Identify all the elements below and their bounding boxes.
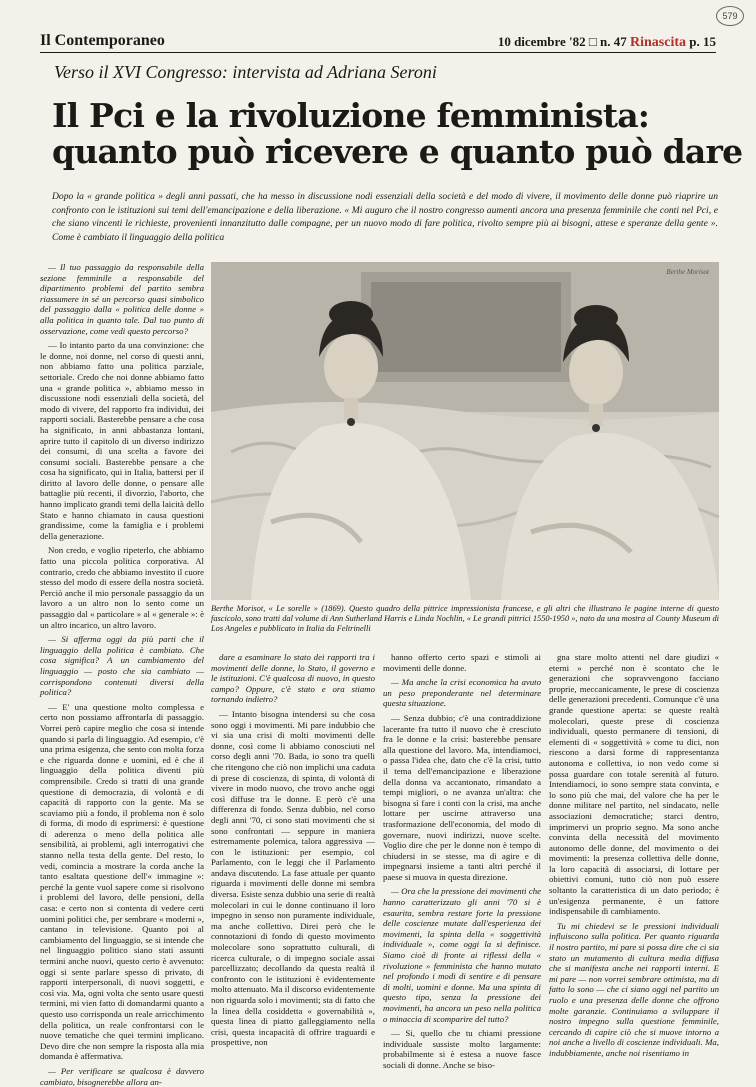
paragraph: — Si, quello che tu chiami pressione individuale sussiste molto largamente: probabilmente si è estesa a nuove fasce sociali di donne. Anche se biso- (383, 1028, 541, 1070)
page-number: p. 15 (689, 34, 716, 49)
image-caption: Berthe Morisot, « Le sorelle » (1869). Questo quadro della pittrice impressionista francese, e gli altri che illustrano le pagine interne di questo fascicolo, sono tratti dal volume di Ann Sutherland Harris e Linda Nochlin, « Le grandi pittrici 1550-1950 », nato da una mostra al County Museum di Los Angeles e pubblicato in Italia da Feltrinelli (211, 604, 719, 634)
paragraph: — Ma anche la crisi economica ha avuto un peso preponderante nel determinare questa situazione. (383, 677, 541, 709)
headline-line-1: Il Pci e la rivoluzione femminista: (52, 96, 650, 135)
paragraph: — Ora che la pressione dei movimenti che hanno caratterizzato gli anni '70 si è esaurita, sembra restare forte la pressione delle coscienze mutate dall'esperienza dei movimenti, la spinta della « soggettività individuale », come oggi la si definisce. Siamo cioè di fronte ai riflessi della « rivoluzione » femminista che hanno mutato nel profondo i modi di sentire e di pensare di molti, uomini e donne. Ma una spinta di questo tipo, senza la pressione dei movimenti, ha ancora un peso nella politica o minaccia di scomparire del tutto? (383, 886, 541, 1024)
column-3 (383, 652, 541, 1070)
paragraph: — Senza dubbio; c'è una contraddizione lacerante fra tutto il nuovo che è cresciuto fra le donne e la crisi: basterebbe pensare alla questione del lavoro. Ma, intendiamoci, o passa l'idea che, dato che c'è la crisi, tutto il tema dell'emancipazione e liberazione della donna va accantonato, rimandato a tempi migliori, o ne avanza un'altra: che bisogna sì fare i conti con la crisi, ma anche lottare per uscirne attraverso una trasformazione dell'economia, del modo di governare, nuovi indirizzi, nuove scelte. Voglio dire che per le donne non è tempo di chiudersi in se stesse, ma di agire e di impegnarsi insieme a tanti altri perché il paese si muova in questa direzione. (383, 712, 541, 882)
headline (52, 96, 743, 171)
magazine-name: Rinascita (630, 35, 687, 50)
painting-image (211, 262, 719, 600)
paragraph: — Il tuo passaggio da responsabile della sezione femminile a responsabile del dipartimento problemi del partito sembra riassumere in sé un percorso quasi simbolico del passaggio dalla « politica delle donne » alla politica in quanto tale. Dal tuo punto di osservazione, come vedi questo percorso? (40, 262, 204, 336)
painting-le-sorelle (211, 262, 719, 600)
paragraph: — Io intanto parto da una convinzione: che le donne, noi donne, nel corso di questi anni, non abbiamo fatto una politica parziale, settoriale. Credo che noi donne abbiamo fatto una « grande politica », abbiamo messo in discussione nodi essenziali della società, del modo di vivere, del rapporto fra individui, dei rapporti sociali. Basterebbe pensare a che cosa ha significato, in anni abbastanza lontani, aprire tutto il capitolo di un diverso indirizzo dei consumi, di una scelta a favore dei consumi sociali. Basterebbe pensare a che cosa ha significato, qui in Italia, battersi per il diritto al lavoro delle donne, o pensare alle battaglie più recenti, il divorzio, l'aborto, che hanno implicato grandi temi della laicità dello Stato e hanno chiamato in causa questioni grandissime, come la famiglia e i problemi della generazione. (40, 340, 204, 541)
column-1 (40, 262, 204, 1087)
paragraph: dare a esaminare lo stato dei rapporti tra i movimenti delle donne, lo Stato, il governo e le istituzioni. C'è qualcosa di nuovo, in questo campo? Oppure, c'è stato e ora stiamo tornando indietro? (211, 652, 375, 705)
column-4 (549, 652, 719, 1070)
paragraph: gna stare molto attenti nel dare giudizi « eterni » perché non è scontato che le generazioni che sopravvengono facciano proprie, meccanicamente, le prese di coscienza delle generazioni precedenti. Comunque c'è una grande questione aperta: se queste realtà molecolari, queste prese di coscienza individuali, questo permanere di tensioni, di elementi di « soggettività » come tu dici, non riescono a darsi forme di rappresentanza autonoma e collettiva, io non vedo come si possa guardare con totale serenità al futuro. Intendiamoci, io sono sempre stata convinta, e lo sono più che mai, del valore che ha per le donne militare nel partito, nel sindacato, nelle associazioni democratiche; starci dentro, imprimervi un proprio segno. Ma sono anche convinta della necessità del movimento autonomo delle donne, del movimento o dei movimenti: la presenza collettiva delle donne, la loro capacità di associarsi, di lottare per obiettivi comuni, tutto ciò non può essere soltanto la caratteristica di un dato periodo; è un'esigenza permanente, è un fattore indispensabile di cambiamento. (549, 652, 719, 917)
paragraph: — E' una questione molto complessa e certo non possiamo affrontarla di passaggio. Vorrei però capire meglio che cosa si intende quando si parla di linguaggio. Ad esempio, c'è una prima esigenza, che sento con molta forza e che riguarda donne e uomini, ed è che il linguaggio della politica diventi più comprensibile. Credo si tratti di una grande questione di democrazia, di volontà e di capacità di rapporto con la gente. Ma se scaviamo più a fondo, il problema non è solo di forma, di modo di esprimersi: è questione di aderenza o meno della politica alle sensibilità, ai problemi, agli interrogativi che stanno nella testa della gente. Del resto, lo vedi, comincia a mostrare la corda anche la tanto esaltata questione dell'« immagine »: perché la gente vuol sapere come si risolvono i problemi del lavoro, delle pensioni, della casa: e certo non si contenta di vedere certi uomini politici che, per sembrare « moderni », cantano in televisione. Quanto poi al cambiamento del linguaggio, se si intende che nel linguaggio politico siano stati assunti termini anche nuovi, questo certo è avvenuto: oggi si sente parlare spesso di privato, di rapporti interpersonali, di nuovi soggetti, e così via. Ma, ogni volta che sento usare questi termini, mi vien fatto di domandarmi quanto a questo uso corrisponda un reale arricchimento della politica, un reale confrontarsi con le nuove tematiche che quei termini implicano. Devo dire che non sempre la risposta alla mia domanda è affermativa. (40, 701, 204, 1062)
paragraph: hanno offerto certo spazi e stimoli ai movimenti delle donne. (383, 652, 541, 673)
paragraph: Tu mi chiedevi se le pressioni individuali influiscono sulla politica. Per quanto riguarda il nostro partito, mi pare si possa dire che ci sia stato un mutamento di cultura media diffusa che si manifesta anche nei rapporti interni. E mi pare — non vorrei sembrare ottimista, ma di fatto lo sono — che ci siano oggi nel partito un ruolo e una presenza delle donne che offrono molte garanzie. Continuiamo a sviluppare il nostro impegno sulla questione femminile, cercando di capire ciò che si muove intorno a noi anche a livello di coscienze individuali. Ma, indubbiamente, anche noi risentiamo in (549, 920, 719, 1058)
kicker: Verso il XVI Congresso: intervista ad Adriana Seroni (54, 62, 437, 82)
paragraph: Non credo, e voglio ripeterlo, che abbiamo fatto una piccola politica corporativa. Al contrario, credo che abbiamo investito il cuore stesso del modo di essere della nostra società. Perciò anche il mio personale passaggio da un lavoro a un altro non lo sento come un passaggio dal « particolare » al « generale »: è un altro incarico, un altro lavoro. (40, 545, 204, 630)
paragraph: — Per verificare se qualcosa è davvero cambiato, bisognerebbe allora an- (40, 1065, 204, 1087)
column-2 (211, 652, 375, 1070)
issue-info (498, 34, 716, 51)
section-name: Il Contemporaneo (40, 32, 165, 49)
handwritten-page-number: 579 (716, 6, 744, 26)
issue-date: 10 dicembre '82 □ n. 47 (497, 34, 627, 49)
paragraph: — Si afferma oggi da più parti che il linguaggio della politica è cambiato. Che cosa significa? A un cambiamento del linguaggio — posto che sia cambiato — corrispondono contenuti diversi della politica? (40, 634, 204, 698)
running-header (40, 30, 716, 53)
paragraph: — Intanto bisogna intendersi su che cosa sono oggi i movimenti. Mi pare indubbio che vi sia una crisi di molti movimenti delle donne, così come li abbiamo conosciuti nel corso degli anni '70. Bada, io sono tra quelli che ritengono che ciò non implichi una caduta di prese di coscienza, di spinta, di volontà di vivere in modo nuovo, che trovo anche oggi così diffuse tra le donne. E però c'è una differenza di fondo. Senza dubbio, nel corso degli anni '70, ci sono stati movimenti che si sono confrontati — seppure in maniera estremamente polemica, talora aggressiva — con le istituzioni: per esempio, col Parlamento, con le leggi che il Parlamento andava discutendo. La fase attuale per quanto riguarda i movimenti delle donne mi sembra diversa. Esiste senza dubbio una serie di realtà molecolari in cui le donne continuano il loro impegno in senso non puramente individuale, ma anche collettivo. Direi però che le connotazioni di fondo di questo movimento molecolare sono soprattutto culturali, di ricerca culturale, o di impegno sociale assai parcellizzato; decollando da questa realtà il confronto con le istituzioni è evidentemente molto attenuato. Ma il discorso evidentemente non riguarda solo i movimenti; sta di fatto che la linea della cosiddetta « governabilità », questa linea di piatto galleggiamento nella crisi, questa incapacità di offrire traguardi e prospettive, non (211, 708, 375, 1048)
painting-signature: Berthe Morisot (666, 268, 709, 276)
standfirst: Dopo la « grande politica » degli anni passati, che ha messo in discussione nodi essenziali della società e del modo di vivere, il movimento delle donne può riaprire un confronto con le istituzioni sui temi dell'emancipazione e della liberazione. « Mi auguro che il nostro congresso aumenti ancora una presenza femminile che conti nel Pci, e che siano vincenti le richieste, provenienti innanzitutto dalle compagne, per un nuovo modo di fare politica, rivolto sempre più ai bisogni, attese e speranze della gente ». Come è cambiato il linguaggio della politica (52, 191, 718, 243)
headline-line-2: quanto può ricevere e quanto può dare (52, 132, 743, 171)
